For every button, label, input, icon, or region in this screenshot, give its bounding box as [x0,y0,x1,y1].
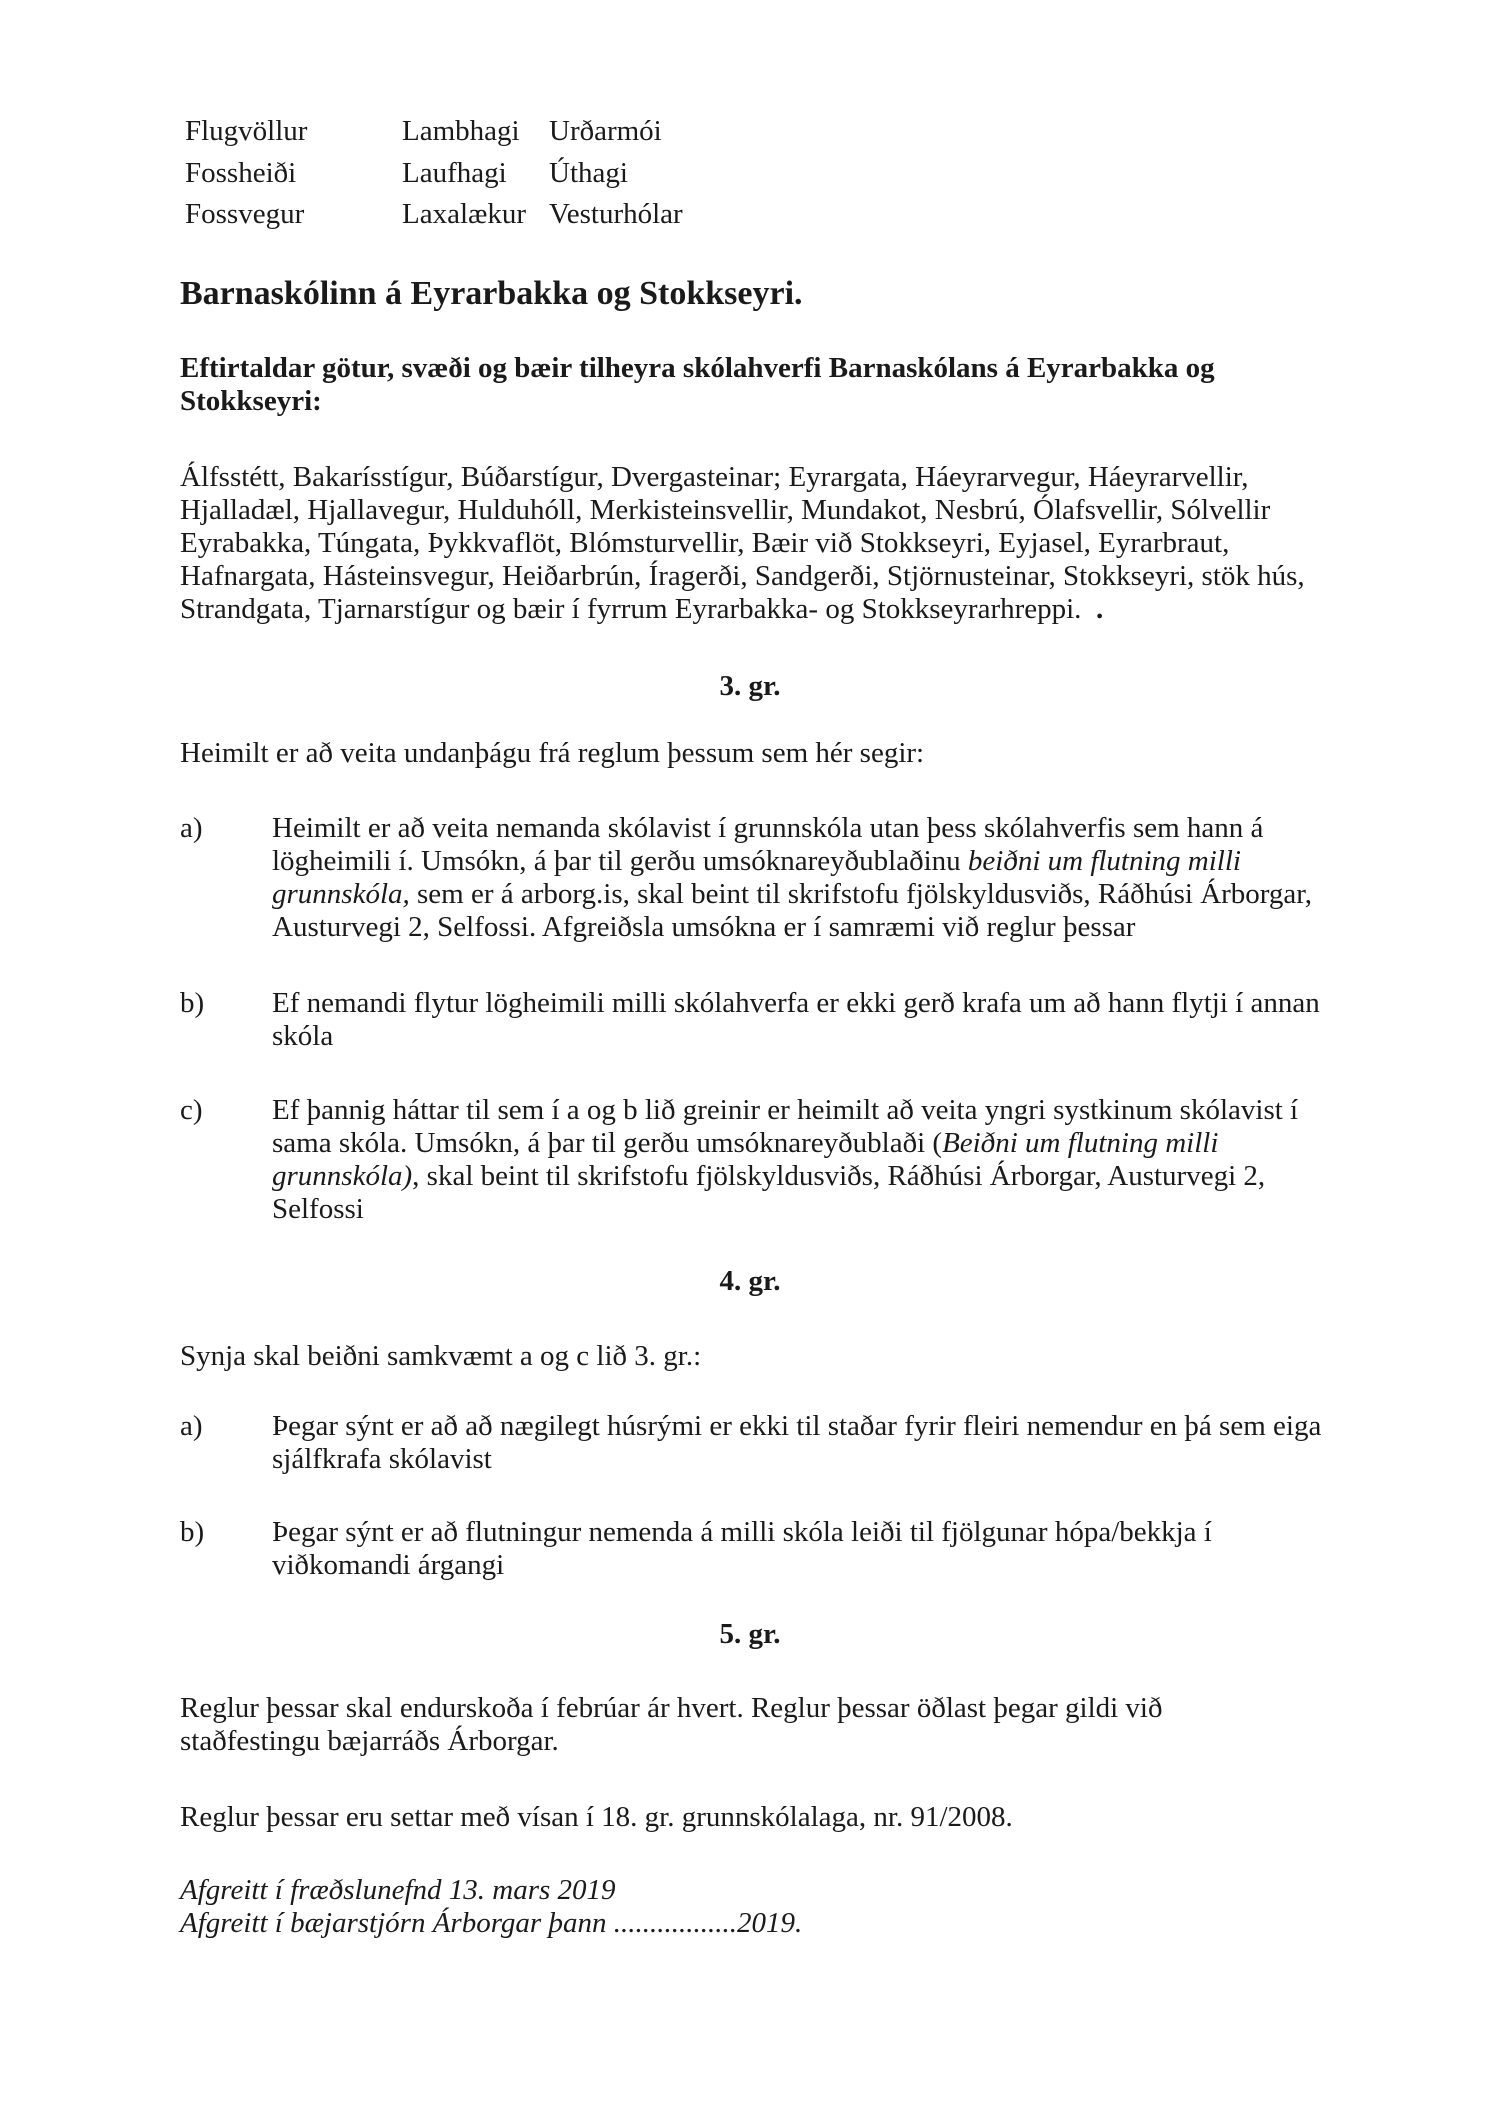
street-name: Lambhagi [402,115,520,147]
item-label: b) [180,987,205,1019]
street-name: Fossvegur [185,198,305,230]
section-3-item-a [272,812,1342,944]
section-4-intro: Synja skal beiðni samkvæmt a og c lið 3. gr.: [180,1340,702,1372]
item-italic: Beiðni um flutning milli grunnskóla) [272,1127,1219,1192]
section-heading-3: 3. gr. [719,670,781,702]
streets-text: Álfsstétt, Bakarísstígur, Búðarstígur, Dvergasteinar; Eyrargata, Háeyrarvegur, Háeyrarvellir, Hjalladæl, Hjallavegur, Hulduhóll, Merkisteinsvellir, Mundakot, Nesbrú, Ólafsvellir, Sólvellir Eyrabakka, Túngata, Þykkvaflöt, Blómsturvellir, Bæir við Stokkseyri, Eyjasel, Eyrarbraut, Hafnargata, Hásteinsvegur, Heiðarbrún, Íragerði, Sandgerði, Stjörnusteinar, Stokkseyri, stök hús, Strandgata, Tjarnarstígur og bæir í fyrrum Eyrarbakka- og Stokkseyrarhreppi. [180,461,1305,625]
school-streets-list [180,461,1340,626]
street-name: Flugvöllur [185,115,308,147]
street-column-1 [185,111,307,236]
school-intro: Eftirtaldar götur, svæði og bæir tilheyra skólahverfi Barnaskólans á Eyrarbakka og Stokkseyri: [180,352,1215,417]
street-name: Fossheiði [185,156,297,189]
street-name: Laufhagi [402,156,507,189]
item-label: a) [180,1410,203,1442]
item-text: Heimilt er að veita nemanda skólavist í grunnskóla utan þess skólahverfis sem hann á lögheimili í. Umsókn, á þar til gerðu umsóknareyðublaðinu [272,812,1264,877]
section-4-item-a: Þegar sýnt er að að nægilegt húsrými er ekki til staðar fyrir fleiri nemendur en þá sem eiga sjálfkrafa skólavist [272,1410,1322,1475]
section-heading-5: 5. gr. [719,1618,781,1650]
item-label: c) [180,1094,203,1126]
item-italic: beiðni um flutning milli grunnskóla, [272,845,1241,910]
section-3-intro: Heimilt er að veita undanþágu frá reglum þessum sem hér segir: [180,737,925,769]
section-4-item-b: Þegar sýnt er að flutningur nemenda á milli skóla leiði til fjölgunar hópa/bekkja í viðkomandi árgangi [272,1516,1212,1581]
section-5-text-2: Reglur þessar eru settar með vísan í 18. gr. grunnskólalaga, nr. 91/2008. [180,1801,1013,1833]
section-3-item-c [272,1094,1342,1226]
section-heading-4: 4. gr. [719,1265,781,1297]
approval-line-2: Afgreitt í bæjarstjórn Árborgar þann .................2019. [180,1907,803,1939]
item-text: Ef þannig háttar til sem í a og b lið greinir er heimilt að veita yngri systkinum skólavist í sama skóla. Umsókn, á þar til gerðu umsóknareyðublaði ( [272,1094,1299,1159]
street-name: Úthagi [549,156,628,189]
street-name: Urðarmói [549,115,662,147]
item-label: b) [180,1516,205,1548]
street-column-3 [549,111,683,236]
item-text: , skal beint til skrifstofu fjölskyldusviðs, Ráðhúsi Árborgar, Austurvegi 2, Selfossi [272,1160,1266,1225]
school-title: Barnaskólinn á Eyrarbakka og Stokkseyri. [180,275,803,312]
item-text: sem er á arborg.is, skal beint til skrifstofu fjölskyldusviðs, Ráðhúsi Árborgar, Austurvegi 2, Selfossi. Afgreiðsla umsókna er í samræmi við reglur þessar [272,878,1313,943]
section-3-item-b: Ef nemandi flytur lögheimili milli skólahverfa er ekki gerð krafa um að hann flytji í annan skóla [272,987,1320,1052]
street-name: Laxalækur [402,198,527,230]
trailing-dot: . [1095,593,1104,625]
street-column-2 [402,111,526,236]
approval-line-1: Afgreitt í fræðslunefnd 13. mars 2019 [180,1874,616,1906]
section-5-text-1: Reglur þessar skal endurskoða í febrúar ár hvert. Reglur þessar öðlast þegar gildi við staðfestingu bæjarráðs Árborgar. [180,1692,1163,1757]
item-label: a) [180,812,203,844]
street-name: Vesturhólar [549,198,683,230]
